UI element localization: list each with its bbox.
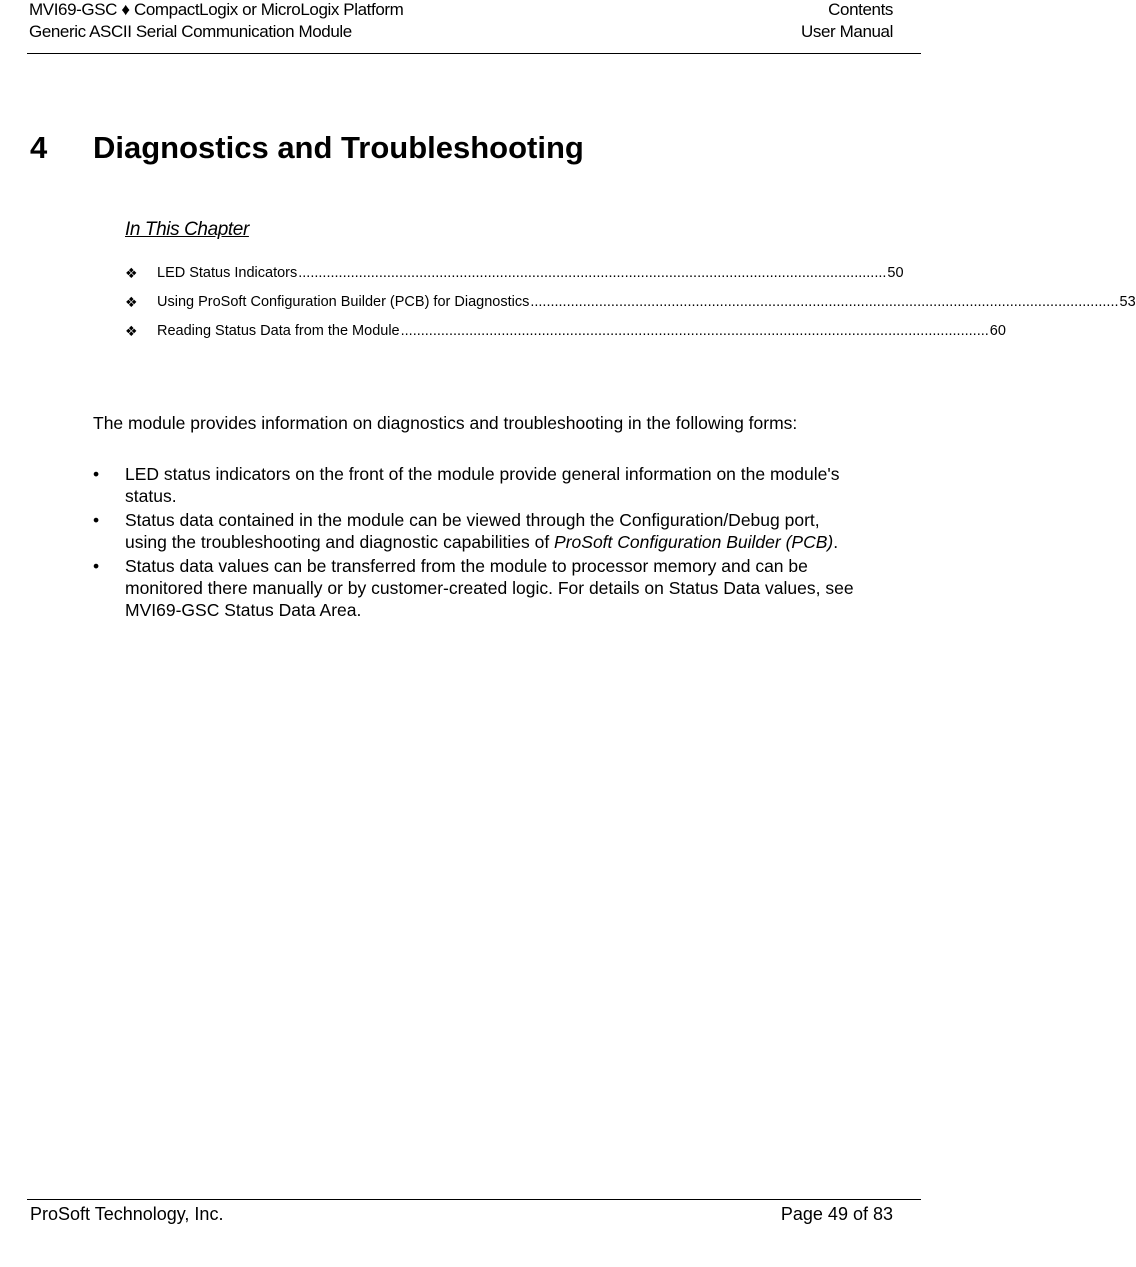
toc-entry-page[interactable]: 50	[887, 265, 904, 281]
list-item	[93, 555, 863, 621]
bullet-icon: •	[93, 510, 100, 530]
footer-divider	[27, 1199, 921, 1200]
toc-leader-dots: ..................................................................................................................................................	[298, 265, 887, 281]
diamond-bullet-icon: ❖	[125, 294, 138, 310]
toc-entry[interactable]	[125, 291, 1136, 320]
bullet-icon: •	[93, 464, 100, 484]
toc-entry-label[interactable]: Reading Status Data from the Module	[157, 323, 400, 339]
list-item-suffix: .	[833, 532, 839, 552]
diamond-bullet-icon: ❖	[125, 265, 138, 281]
pcb-product-name: ProSoft Configuration Builder (PCB)	[554, 532, 834, 552]
footer-page-number: Page 49 of 83	[780, 1204, 893, 1224]
toc-entry-label[interactable]: LED Status Indicators	[157, 265, 298, 281]
toc-entry[interactable]	[125, 320, 1006, 349]
list-item	[93, 509, 863, 553]
toc-leader-dots: ..................................................................................................................................................	[530, 294, 1119, 310]
page-header	[0, 0, 950, 54]
toc-entry-page[interactable]: 53	[1119, 294, 1136, 310]
bullet-icon: •	[93, 556, 100, 576]
list-item-text: Status data contained in the module can be viewed through the Configuration/Debug port, using the troubleshooting and diagnostic capabilities of	[125, 510, 820, 552]
list-item	[93, 463, 863, 507]
chapter-toc	[125, 262, 1136, 349]
header-product-title: MVI69-GSC ♦ CompactLogix or MicroLogix Platform	[29, 0, 404, 19]
toc-entry-label[interactable]: Using ProSoft Configuration Builder (PCB) for Diagnostics	[157, 294, 530, 310]
diamond-bullet-icon: ❖	[125, 323, 138, 339]
diagnostic-forms-list	[93, 463, 863, 623]
list-item-text: LED status indicators on the front of the module provide general information on the module's status.	[125, 464, 840, 506]
header-section-label: Contents	[828, 0, 893, 19]
chapter-number: 4	[30, 130, 48, 165]
header-document-type: User Manual	[801, 22, 893, 41]
toc-entry-page[interactable]: 60	[989, 323, 1006, 339]
intro-paragraph: The module provides information on diagnostics and troubleshooting in the following forms:	[93, 413, 798, 433]
list-item-text: Status data values can be transferred from the module to processor memory and can be monitored there manually or by customer-created logic. For details on Status Data values, see MVI69-GSC Status Data Area.	[125, 556, 854, 620]
header-divider	[27, 53, 921, 54]
in-this-chapter-heading: In This Chapter	[125, 219, 249, 240]
header-module-title: Generic ASCII Serial Communication Module	[29, 22, 352, 41]
footer-company: ProSoft Technology, Inc.	[30, 1204, 224, 1224]
toc-leader-dots: ..................................................................................................................................................	[400, 323, 989, 339]
chapter-title: Diagnostics and Troubleshooting	[93, 130, 584, 165]
toc-entry[interactable]	[125, 262, 904, 291]
